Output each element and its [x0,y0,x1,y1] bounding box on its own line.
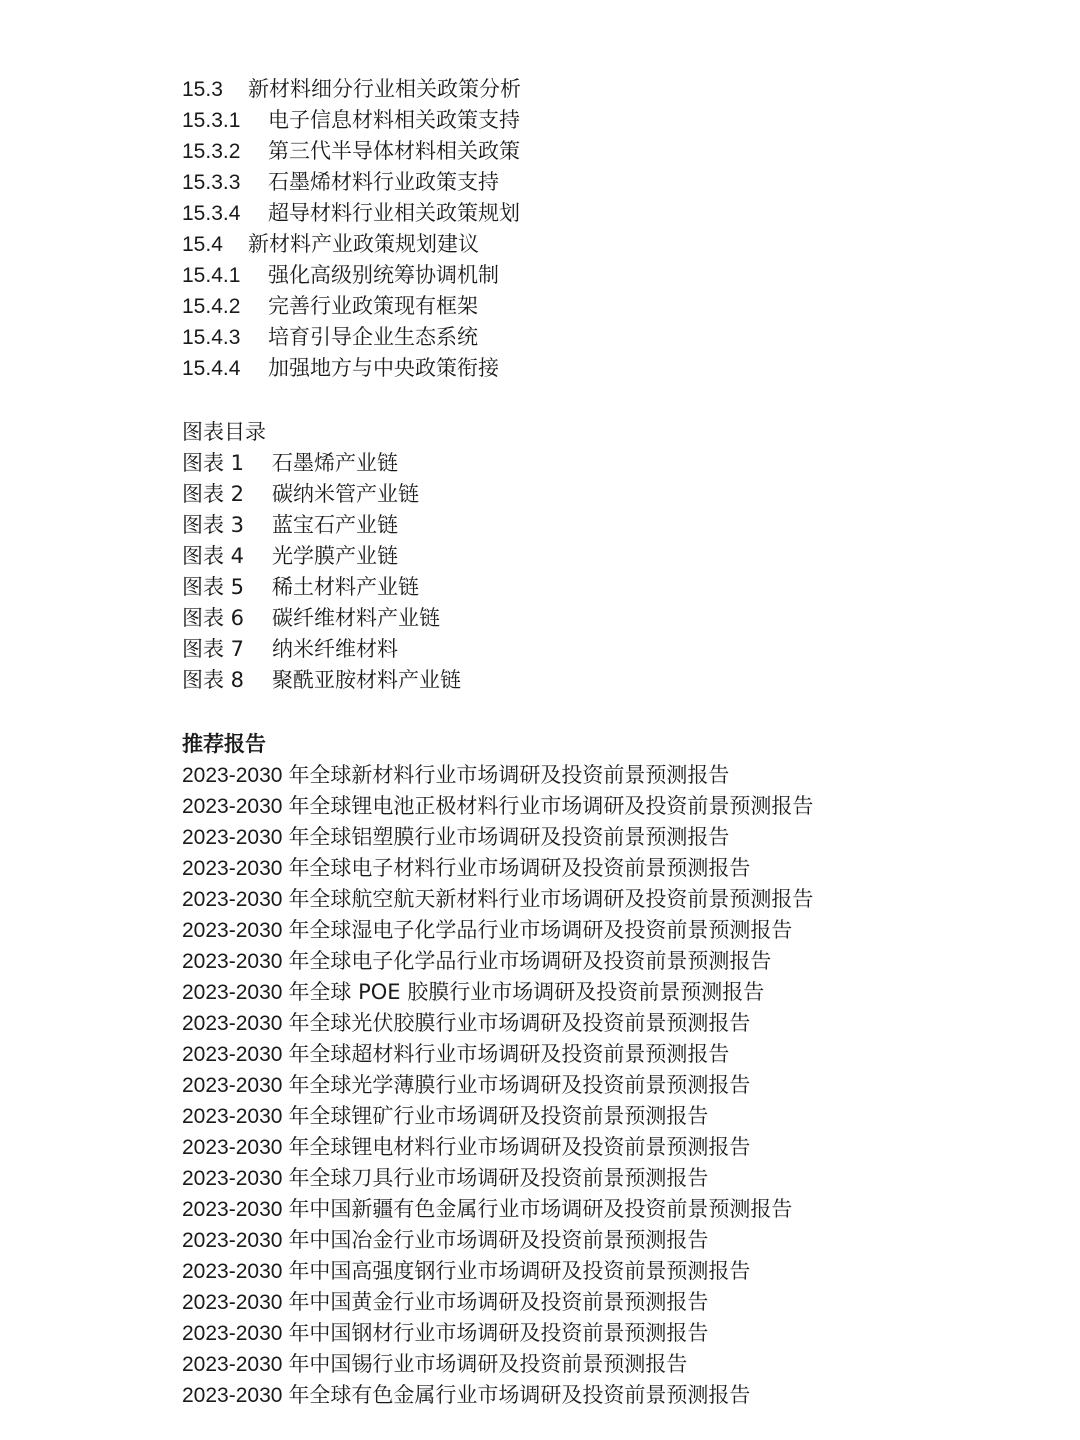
report-link[interactable] [182,1008,1042,1039]
report-title: 年全球超材料行业市场调研及投资前景预测报告 [288,1042,730,1066]
report-title: 年全球锂电池正极材料行业市场调研及投资前景预测报告 [288,794,814,818]
figure-title: 石墨烯产业链 [272,451,398,475]
report-year: 2023-2030 [182,1322,283,1345]
toc-title: 培育引导企业生态系统 [268,325,478,349]
report-title: 年全球电子化学品行业市场调研及投资前景预测报告 [288,949,772,973]
figure-entry [182,634,1042,665]
toc-number: 15.4 [182,233,223,256]
figure-entry [182,448,1042,479]
toc-entry [182,229,1042,260]
figure-entry [182,603,1042,634]
report-link[interactable] [182,1132,1042,1163]
spacer [182,696,1042,729]
report-link[interactable] [182,915,1042,946]
report-title: 年中国冶金行业市场调研及投资前景预测报告 [288,1228,709,1252]
report-link[interactable] [182,1287,1042,1318]
report-title: 年中国钢材行业市场调研及投资前景预测报告 [288,1321,709,1345]
toc-number: 15.4.3 [182,326,241,349]
figure-number: 图表 4 [182,544,245,568]
report-year: 2023-2030 [182,1291,283,1314]
report-year: 2023-2030 [182,1043,283,1066]
report-title: 年全球航空航天新材料行业市场调研及投资前景预测报告 [288,887,814,911]
figure-entry [182,479,1042,510]
toc-number: 15.3.3 [182,171,241,194]
toc-title: 石墨烯材料行业政策支持 [268,170,499,194]
toc-number: 15.3.2 [182,140,241,163]
toc-title: 完善行业政策现有框架 [268,294,478,318]
toc-entry [182,74,1042,105]
figure-number: 图表 2 [182,482,245,506]
report-year: 2023-2030 [182,857,283,880]
report-year: 2023-2030 [182,795,283,818]
figure-entry [182,510,1042,541]
report-year: 2023-2030 [182,919,283,942]
toc-number: 15.4.1 [182,264,241,287]
figure-title: 碳纳米管产业链 [272,482,419,506]
report-link[interactable] [182,1318,1042,1349]
toc-number: 15.3.1 [182,109,241,132]
report-year: 2023-2030 [182,1167,283,1190]
figure-title: 光学膜产业链 [272,544,398,568]
toc-title: 新材料产业政策规划建议 [248,232,479,256]
toc-entry [182,198,1042,229]
report-year: 2023-2030 [182,826,283,849]
report-year: 2023-2030 [182,1384,283,1407]
figure-number: 图表 1 [182,451,245,475]
toc-title: 超导材料行业相关政策规划 [268,201,520,225]
report-year: 2023-2030 [182,1229,283,1252]
toc-section [182,74,1042,384]
toc-entry [182,291,1042,322]
toc-number: 15.3.4 [182,202,241,225]
report-link[interactable] [182,884,1042,915]
report-link[interactable] [182,760,1042,791]
report-year: 2023-2030 [182,1012,283,1035]
report-link[interactable] [182,1039,1042,1070]
report-link[interactable] [182,853,1042,884]
report-title: 年全球湿电子化学品行业市场调研及投资前景预测报告 [288,918,793,942]
report-title: 年中国锡行业市场调研及投资前景预测报告 [288,1352,688,1376]
figure-list-section [182,417,1042,696]
figure-entry [182,665,1042,696]
figure-number: 图表 7 [182,637,245,661]
report-year: 2023-2030 [182,1136,283,1159]
toc-title: 第三代半导体材料相关政策 [268,139,520,163]
figure-entry [182,541,1042,572]
figure-title: 碳纤维材料产业链 [272,606,440,630]
toc-title: 强化高级别统筹协调机制 [268,263,499,287]
toc-number: 15.4.2 [182,295,241,318]
toc-title: 电子信息材料相关政策支持 [268,108,520,132]
report-year: 2023-2030 [182,1198,283,1221]
report-title: 年全球光学薄膜行业市场调研及投资前景预测报告 [288,1073,751,1097]
report-year: 2023-2030 [182,1074,283,1097]
figure-title: 纳米纤维材料 [272,637,398,661]
recommended-reports-heading: 推荐报告 [182,732,266,756]
report-year: 2023-2030 [182,981,283,1004]
report-link[interactable] [182,1256,1042,1287]
figure-title: 聚酰亚胺材料产业链 [272,668,461,692]
report-title: 年全球锂电材料行业市场调研及投资前景预测报告 [288,1135,751,1159]
report-year: 2023-2030 [182,764,283,787]
report-title: 年全球电子材料行业市场调研及投资前景预测报告 [288,856,751,880]
report-year: 2023-2030 [182,1105,283,1128]
report-title: 年全球刀具行业市场调研及投资前景预测报告 [288,1166,709,1190]
report-title: 年中国新疆有色金属行业市场调研及投资前景预测报告 [288,1197,793,1221]
report-link[interactable] [182,1070,1042,1101]
report-title: 年全球铝塑膜行业市场调研及投资前景预测报告 [288,825,730,849]
report-link[interactable] [182,1163,1042,1194]
toc-number: 15.4.4 [182,357,241,380]
toc-entry [182,322,1042,353]
report-link[interactable] [182,1101,1042,1132]
report-title: 年全球新材料行业市场调研及投资前景预测报告 [288,763,730,787]
toc-entry [182,167,1042,198]
report-title: 年全球锂矿行业市场调研及投资前景预测报告 [288,1104,709,1128]
report-link[interactable] [182,822,1042,853]
report-link[interactable] [182,1380,1042,1411]
figure-number: 图表 5 [182,575,245,599]
report-link[interactable] [182,1225,1042,1256]
toc-entry [182,353,1042,384]
figure-entry [182,572,1042,603]
spacer [182,384,1042,417]
figure-number: 图表 8 [182,668,245,692]
figure-title: 蓝宝石产业链 [272,513,398,537]
report-link[interactable] [182,977,1042,1008]
document-page [182,74,1042,1411]
recommended-reports-section [182,729,1042,1411]
report-title: 年全球光伏胶膜行业市场调研及投资前景预测报告 [288,1011,751,1035]
report-year: 2023-2030 [182,1353,283,1376]
report-link[interactable] [182,1349,1042,1380]
toc-entry [182,260,1042,291]
figure-number: 图表 3 [182,513,245,537]
report-title: 年全球 POE 胶膜行业市场调研及投资前景预测报告 [288,980,765,1004]
report-title: 年全球有色金属行业市场调研及投资前景预测报告 [288,1383,751,1407]
toc-entry [182,105,1042,136]
toc-number: 15.3 [182,78,223,101]
figure-number: 图表 6 [182,606,245,630]
report-title: 年中国黄金行业市场调研及投资前景预测报告 [288,1290,709,1314]
figure-title: 稀土材料产业链 [272,575,419,599]
toc-entry [182,136,1042,167]
report-year: 2023-2030 [182,950,283,973]
report-link[interactable] [182,1194,1042,1225]
report-link[interactable] [182,791,1042,822]
report-year: 2023-2030 [182,888,283,911]
report-year: 2023-2030 [182,1260,283,1283]
report-link[interactable] [182,946,1042,977]
toc-title: 新材料细分行业相关政策分析 [248,77,521,101]
toc-title: 加强地方与中央政策衔接 [268,356,499,380]
report-title: 年中国高强度钢行业市场调研及投资前景预测报告 [288,1259,751,1283]
figure-list-heading: 图表目录 [182,420,266,444]
